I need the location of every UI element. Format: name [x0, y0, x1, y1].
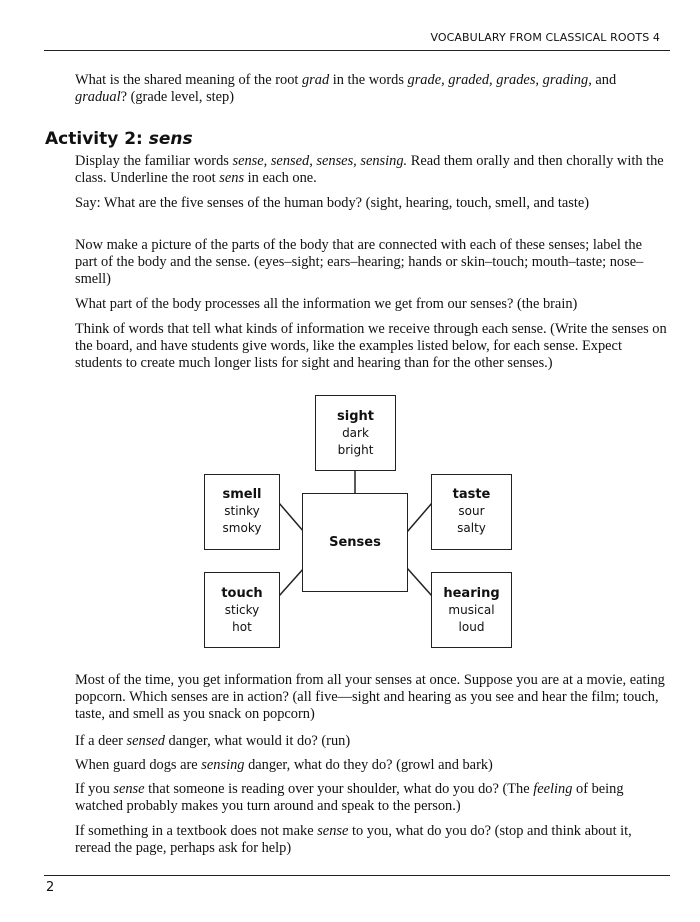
page-number: 2	[46, 880, 55, 895]
connector-hearing	[407, 568, 432, 596]
connector-touch	[279, 568, 304, 596]
running-header: VOCABULARY FROM CLASSICAL ROOTS 4	[430, 31, 660, 44]
activity-heading: Activity 2: sens	[45, 129, 193, 149]
say-paragraph: Say: What are the five senses of the human body? (sight, hearing, touch, smell, and taste)	[75, 195, 590, 211]
sense-box-taste: taste sour salty	[431, 474, 512, 550]
think-paragraph: Think of words that tell what kinds of information we receive through each sense. (Write the senses on the board, and have students give words, like the examples listed below, for each sense. Expect students to create much longer lists for sight and hearing than for the other senses.)	[75, 321, 667, 371]
brain-paragraph: What part of the body processes all the information we get from our senses? (the brain)	[75, 296, 578, 312]
picture-paragraph: Now make a picture of the parts of the body that are connected with each of these senses; label the part of the body and the sense. (eyes–sight; ears–hearing; hands or skin–touch; mouth–taste; nose–smell)	[75, 237, 644, 287]
sense-box-touch: touch sticky hot	[204, 572, 280, 648]
intro-paragraph: What is the shared meaning of the root grad in the words grade, graded, grades, grading, and gradual? (grade level, step)	[75, 72, 617, 105]
deer-paragraph: If a deer sensed danger, what would it do? (run)	[75, 733, 351, 749]
footer-rule	[44, 875, 670, 876]
textbook-paragraph: If something in a textbook does not make sense to you, what do you do? (stop and think about it, reread the page, perhaps ask for help)	[75, 823, 632, 856]
shoulder-paragraph: If you sense that someone is reading over your shoulder, what do you do? (The feeling of being watched probably makes you turn around and speak to the person.)	[75, 781, 624, 814]
sense-box-smell: smell stinky smoky	[204, 474, 280, 550]
most-paragraph: Most of the time, you get information from all your senses at once. Suppose you are at a movie, eating popcorn. Which senses are in action? (all five—sight and hearing as you see and hear the film; touch, taste, and smell as you snack on popcorn)	[75, 672, 665, 722]
connector-smell	[279, 503, 304, 532]
senses-center-box: Senses	[302, 493, 408, 592]
display-paragraph: Display the familiar words sense, sensed, senses, sensing. Read them orally and then chorally with the class. Underline the root sens in each one.	[75, 153, 664, 186]
sense-box-sight: sight dark bright	[315, 395, 396, 471]
connector-taste	[407, 503, 432, 532]
sense-box-hearing: hearing musical loud	[431, 572, 512, 648]
dogs-paragraph: When guard dogs are sensing danger, what do they do? (growl and bark)	[75, 757, 493, 773]
